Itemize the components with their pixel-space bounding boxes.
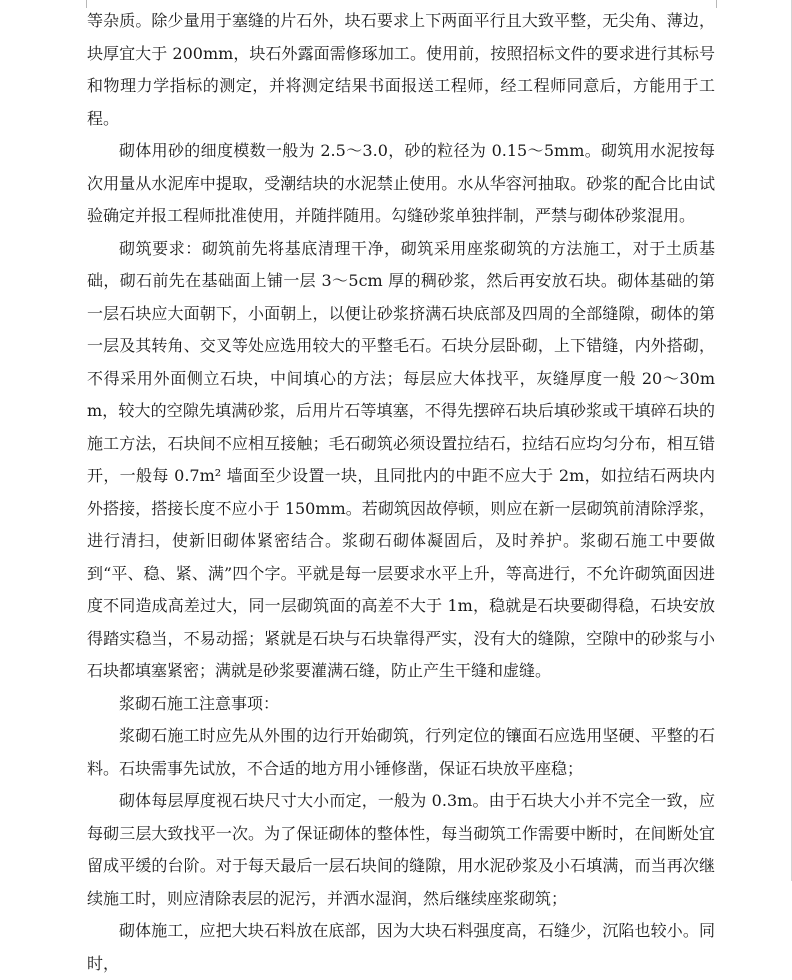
paragraph-outer-rows-first: 浆砌石施工时应先从外围的边行开始砌筑，行列定位的镶面石应选用坚硬、平整的石料。石块需事先试放，不合适的地方用小锤修凿，保证石块放平座稳； bbox=[87, 726, 715, 778]
paragraph-large-stones-bottom: 砌体施工，应把大块石料放在底部，因为大块石料强度高，石缝少，沉陷也较小。同时， bbox=[87, 921, 715, 973]
paragraph-sand-and-cement: 砌体用砂的细度模数一般为 2.5～3.0，砂的粒径为 0.15～5mm。砌筑用水泥按每次用量从水泥库中提取，受潮结块的水泥禁止使用。水从华容河抽取。砂浆的配合比由试验确定并报工程师批准使用，并随拌随用。勾缝砂浆单独拌制，严禁与砌体砂浆混用。 bbox=[87, 141, 715, 225]
page-corner-mark-right bbox=[716, 0, 717, 8]
paragraph-masonry-requirements: 砌筑要求：砌筑前先将基底清理干净，砌筑采用座浆砌筑的方法施工，对于土质基础，砌石前先在基础面上铺一层 3～5cm 厚的稠砂浆，然后再安放石块。砌体基础的第一层石块应大面朝下，小面朝上，以便让砂浆挤满石块底部及四周的全部缝隙，砌体的第一层及其转角、交叉等处应选用较大的平整毛石。石块分层卧砌，上下错缝，内外搭砌，不得采用外面侧立石块，中间填心的方法；每层应大体找平，灰缝厚度一般 20～30mm，较大的空隙先填满砂浆，后用片石等填塞，不得先摆碎石块后填砂浆或干填碎石块的施工方法，石块间不应相互接触；毛石砌筑必须设置拉结石，拉结石应均匀分布，相互错开，一般每 0.7m² 墙面至少设置一块，且同批内的中距不应大于 2m，如拉结石两块内外搭接，搭接长度不应小于 150mm。若砌筑因故停顿，则应在新一层砌筑前清除浮浆，进行清扫，使新旧砌体紧密结合。浆砌石砌体凝固后，及时养护。浆砌石施工中要做到“平、稳、紧、满”四个字。平就是每一层要求水平上升，等高进行，不允许砌筑面因进度不同造成高差过大，同一层砌筑面的高差不大于 1m，稳就是石块要砌得稳，石块安放得踏实稳当，不易动摇；紧就是石块与石块靠得严实，没有大的缝隙，空隙中的砂浆与小石块都填塞紧密；满就是砂浆要灌满石缝，防止产生干缝和虚缝。 bbox=[87, 238, 715, 680]
paragraph-layer-thickness: 砌体每层厚度视石块尺寸大小而定，一般为 0.3m。由于石块大小并不完全一致，应每砌三层大致找平一次。为了保证砌体的整体性，每当砌筑工作需要中断时，在间断处宜留成平缓的台阶。对于每天最后一层石块间的缝隙，用水泥砂浆及小石填满，而当再次继续施工时，则应清除表层的泥污，并洒水湿润，然后继续座浆砌筑； bbox=[87, 791, 715, 908]
document-body bbox=[87, 5, 715, 980]
paragraph-precautions-heading: 浆砌石施工注意事项： bbox=[119, 693, 280, 713]
paragraph-stone-requirements: 等杂质。除少量用于塞缝的片石外，块石要求上下两面平行且大致平整，无尖角、薄边，块厚宜大于 200mm，块石外露面需修琢加工。使用前，按照招标文件的要求进行其标号和物理力学指标的测定，并将测定结果书面报送工程师，经工程师同意后，方能用于工程。 bbox=[87, 11, 715, 128]
